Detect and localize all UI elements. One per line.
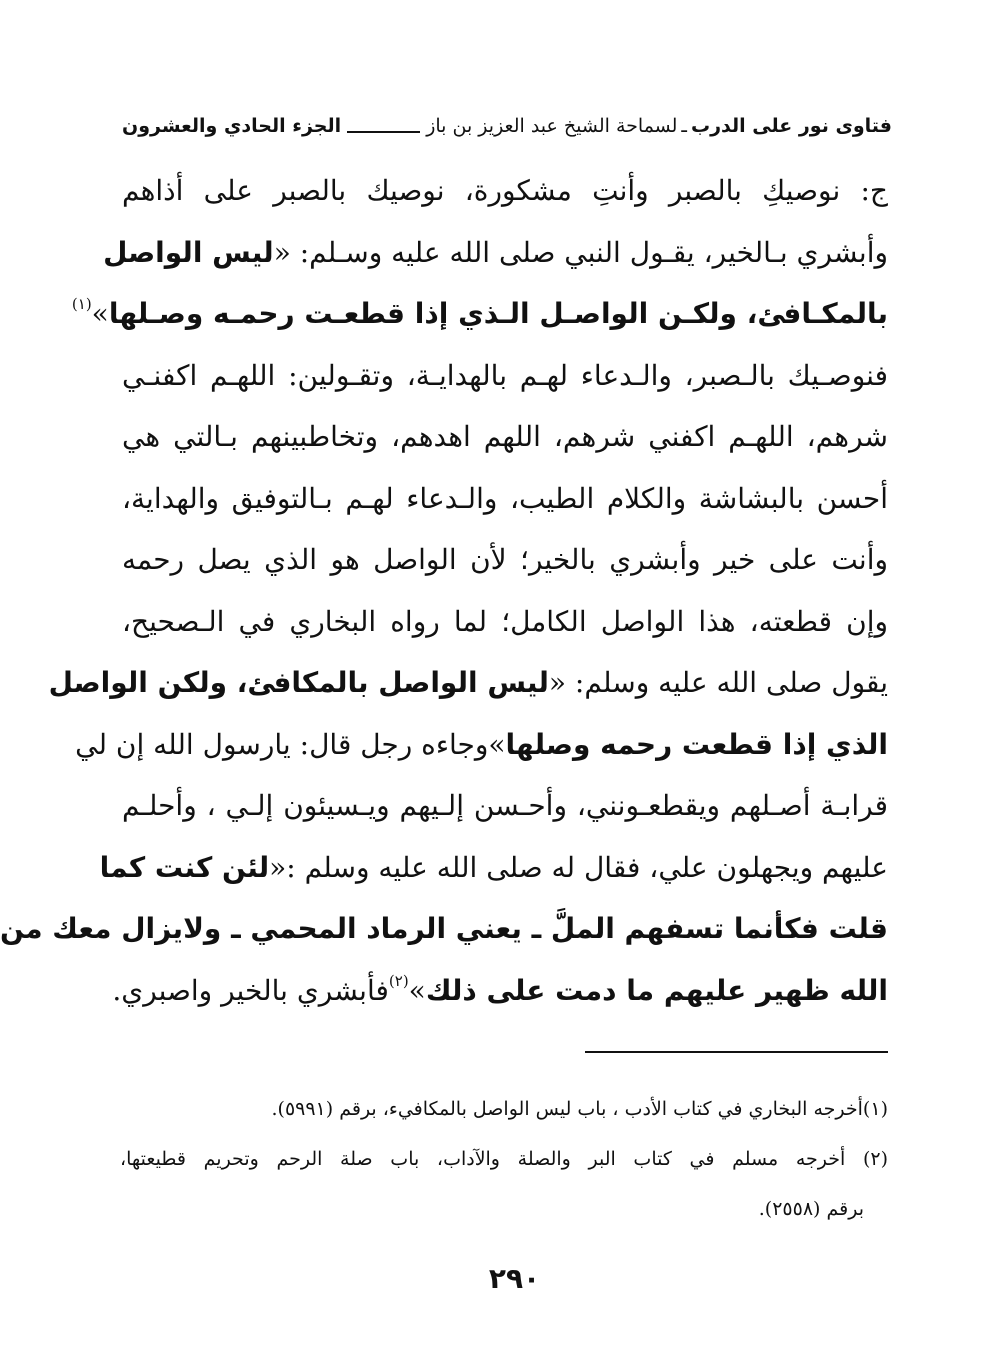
main-text bbox=[0, 160, 888, 1021]
header-dash: ـ bbox=[681, 115, 687, 137]
page-number: ٢٩٠ bbox=[488, 1262, 541, 1295]
text-line: شرهم، اللهـم اكفني شرهم، اللهم اهدهم، وتخاطبينهم بـالتي هي bbox=[122, 420, 888, 453]
text-line bbox=[0, 898, 888, 960]
text-line: أحسن بالبشاشة والكلام الطيب، والـدعاء لهـم بـالتوفيق والهداية، bbox=[122, 481, 888, 515]
series-title: فتاوى نور على الدرب bbox=[691, 115, 892, 137]
running-header bbox=[122, 108, 892, 144]
text-line: وأنت على خير وأبشري بالخير؛ لأن الواصل هو الذي يصل رحمه bbox=[122, 543, 888, 576]
hadith-text: بالمكـافئ، ولكـن الواصـل الـذي إذا قطعـت رحمـه وصـلها bbox=[108, 297, 888, 330]
footnote-2: (٢) أخرجه مسلم في كتاب البر والصلة والآداب، باب صلة الرحم وتحريم قطيعتها، bbox=[120, 1148, 888, 1170]
text-line: قرابـة أصـلهم ويقطعـونني، وأحـسن إلـيهم ويـسيئون إلـي ، وأحلـم bbox=[122, 789, 888, 822]
footnote-ref-2: (٢) bbox=[388, 971, 409, 990]
hadith-text: الله ظهير عليهم ما دمت على ذلك bbox=[425, 973, 888, 1007]
text-line: ج: نوصيكِ بالصبر وأنتِ مشكورة، نوصيك بالصبر على أذاهم bbox=[122, 174, 888, 207]
footnote-2-continued: برقم (٢٥٥٨). bbox=[758, 1198, 864, 1220]
footnote-1: (١)أخرجه البخاري في كتاب الأدب ، باب ليس الواصل بالمكافيء، برقم (٥٩٩١). bbox=[271, 1098, 888, 1120]
text-line: عليهم ويجهلون علي، فقال له صلى الله عليه وسلم :«لئن كنت كما bbox=[99, 850, 888, 884]
text-line: يقول صلى الله عليه وسلم: «ليس الواصل بالمكافئ، ولكن الواصل bbox=[48, 666, 888, 699]
text-line: الله ظهير عليهم ما دمت على ذلك»$^{(٢)}$فأبشري بالخير واصبري. bbox=[112, 971, 888, 1007]
text-line: بالمكـافئ، ولكـن الواصـل الـذي إذا قطعـت رحمـه وصـلها»$^{(١)}$ bbox=[71, 295, 888, 330]
hadith-text: لئن كنت كما bbox=[99, 850, 270, 884]
footnotes bbox=[120, 1084, 888, 1234]
text-line: وإن قطعته، هذا الواصل الكامل؛ لما رواه البخاري في الـصحيح، bbox=[122, 604, 888, 638]
hadith-text: الذي إذا قطعت رحمه وصلها bbox=[505, 727, 888, 761]
footnote-separator bbox=[585, 1051, 888, 1053]
footnote-ref-1: (١) bbox=[71, 295, 92, 313]
hadith-text: قلت فكأنما تسفهم الملَّ ـ يعني الرماد المحمي ـ ولايزال معك من bbox=[0, 912, 888, 945]
text-line: وأبشري بـالخير، يقـول النبي صلى الله عليه وسـلم: «ليس الواصل bbox=[103, 235, 888, 269]
text-line: فنوصـيك بالـصبر، والـدعاء لهـم بالهدايـة، وتقـولين: اللهـم اكفنـي bbox=[122, 358, 888, 392]
hadith-text: ليس الواصل بالمكافئ، ولكن الواصل bbox=[48, 666, 549, 699]
text-line: الذي إذا قطعت رحمه وصلها»وجاءه رجل قال: يارسول الله إن لي bbox=[75, 727, 888, 761]
volume-title: الجزء الحادي والعشرون bbox=[122, 115, 342, 137]
hadith-text: ليس الواصل bbox=[103, 235, 274, 269]
header-rule bbox=[347, 131, 420, 133]
author-name: لسماحة الشيخ عبد العزيز بن باز bbox=[426, 115, 678, 137]
